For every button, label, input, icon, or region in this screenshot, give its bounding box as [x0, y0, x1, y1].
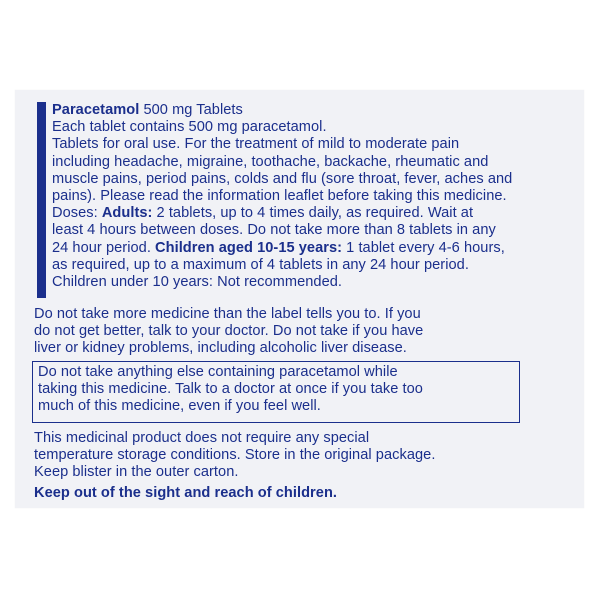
dosage-line: [52, 205, 572, 222]
warning-block: [34, 306, 574, 358]
storage-line: This medicinal product does not require any special: [34, 430, 370, 446]
warning-line: Do not take more medicine than the label tells you to. If you: [34, 306, 421, 322]
dosage-line: [52, 240, 572, 257]
product-info-block: [52, 102, 572, 291]
warning-line: do not get better, talk to your doctor. Do not take if you have: [34, 323, 424, 340]
boxed-warning: [38, 364, 520, 416]
composition-line: Each tablet contains 500 mg paracetamol.: [52, 119, 327, 136]
dosage-line: least 4 hours between doses. Do not take more than 8 tablets in any: [52, 222, 496, 239]
children-label: Children aged 10-15 years:: [155, 239, 343, 256]
boxed-warning-line: much of this medicine, even if you feel well.: [38, 398, 321, 415]
children-warning: Keep out of the sight and reach of children.: [34, 484, 338, 501]
adults-dose-text: 24 hour period.: [52, 239, 156, 256]
adults-dose-text: 2 tablets, up to 4 times daily, as required. Wait at: [152, 205, 474, 222]
dosage-line: as required, up to a maximum of 4 tablets in any 24 hour period.: [52, 256, 469, 273]
indication-line: muscle pains, period pains, colds and flu (sore throat, fever, aches and: [52, 170, 513, 187]
under-10-line: Children under 10 years: Not recommended.: [52, 274, 343, 291]
product-name: Paracetamol: [52, 102, 140, 118]
accent-bar: [37, 102, 46, 298]
indication-line: Tablets for oral use. For the treatment of mild to moderate pain: [52, 136, 460, 153]
doses-label: Doses:: [52, 205, 102, 222]
boxed-warning-line: taking this medicine. Talk to a doctor at once if you take too: [38, 381, 423, 398]
storage-line: Keep blister in the outer carton.: [34, 464, 239, 481]
indication-line: pains). Please read the information leaflet before taking this medicine.: [52, 188, 507, 205]
storage-line: temperature storage conditions. Store in the original package.: [34, 447, 436, 464]
storage-block: [34, 430, 574, 502]
boxed-warning-line: Do not take anything else containing paracetamol while: [38, 364, 398, 380]
indication-line: including headache, migraine, toothache, backache, rheumatic and: [52, 153, 489, 170]
children-dose-text: 1 tablet every 4-6 hours,: [342, 239, 505, 256]
product-title-line: [52, 102, 572, 119]
warning-line: liver or kidney problems, including alcoholic liver disease.: [34, 340, 407, 357]
adults-label: Adults:: [101, 205, 153, 222]
product-strength: 500 mg Tablets: [139, 102, 243, 118]
